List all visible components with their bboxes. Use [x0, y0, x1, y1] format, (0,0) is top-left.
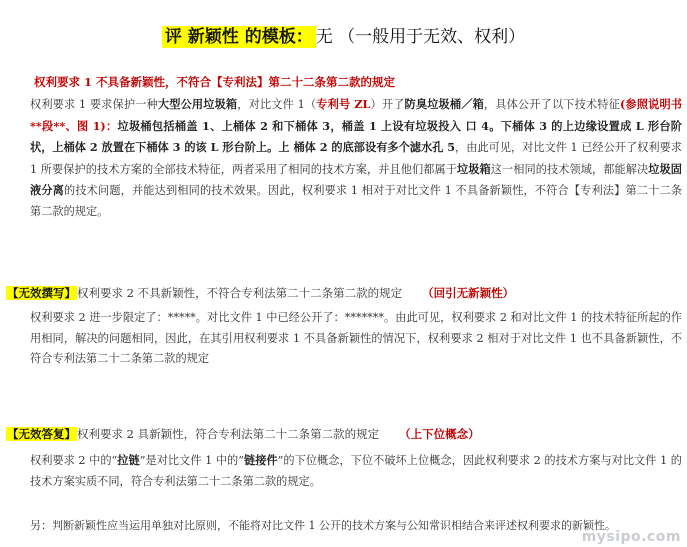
- watermark-logo: mysipo.com: [581, 529, 681, 545]
- footer-note: 另：判断新颖性应当运用单独对比原则，不能将对比文件 1 公开的技术方案与公知常识相结合来评述权利要求的新颖性。: [30, 519, 616, 532]
- s3-term: 拉链: [117, 453, 140, 467]
- section3-heading: [6, 426, 480, 442]
- s1-text: 这一相同的技术领域，都能解决: [490, 162, 649, 176]
- section2-title: 权利要求 2 不具新颖性，不符合专利法第二十二条第二款的规定: [77, 286, 403, 300]
- s1-bold: 防臭垃圾桶／箱: [404, 97, 484, 111]
- section3-title: 权利要求 2 具新颖性，符合专利法第二十二条第二款的规定: [77, 427, 380, 441]
- s1-text: ，对比文件 1（: [237, 98, 317, 111]
- section2-heading: [6, 285, 514, 301]
- s3-text: 权利要求 2 中的“: [30, 454, 118, 467]
- section1-heading: 权利要求 1 不具备新颖性，不符合【专利法】第二十二条第二款的规定: [34, 75, 396, 89]
- s1-text: ，由此可见，对比文件 1 已经公开了权利要求 1 所要保护的技术方案的全部技术特征，两者采用了相同的技术方案，并且他们都属于: [30, 141, 682, 176]
- s1-patent-no: 专利号 ZL: [316, 97, 371, 111]
- s3-text: ”的下位概念，下位不破坏上位概念，因此权利要求 2 的技术方案与对比文件 1 的技术方案实质不同，符合专利法第二十二条第二款的规定。: [30, 454, 682, 488]
- section1-paragraph: [6, 94, 682, 222]
- s1-bold: 大型公用垃圾箱: [157, 97, 238, 111]
- s3-term: 链接件: [243, 453, 278, 467]
- s1-text: 的技术问题，并能达到相同的技术效果。因此，权利要求 1 相对于对比文件 1 不具备新颖性，不符合【专利法】第二十二条第二款的规定。: [30, 184, 682, 218]
- s1-bold: 垃圾固液分离: [30, 161, 682, 197]
- section3-note: （上下位概念）: [399, 427, 480, 441]
- section2-body: 权利要求 2 进一步限定了：*****。对比文件 1 中已经公开了：*******。由此可见，权利要求 2 和对比文件 1 的技术特征所起的作用相同，解决的问题相同，因此，在其引用权利要求 1 不具备新颖性的情况下，权利要求 2 相对于对比文件 1 也不具备新颖性，不符合专利法第二十二条第二款的规定: [30, 311, 682, 365]
- section3-tag: 【无效答复】: [7, 427, 76, 441]
- s1-reference: (参照说明书**段**、图 1)：: [30, 97, 682, 133]
- section2-paragraph: [6, 308, 682, 370]
- section3-paragraph: [6, 450, 682, 492]
- section2-tag: 【无效撰写】: [7, 286, 76, 300]
- title-suffix: 无 （一般用于无效、权利）: [315, 27, 526, 47]
- title-highlight: 评 新颖性 的模板：: [162, 26, 316, 48]
- s3-text: ”是对比文件 1 中的“: [139, 454, 244, 467]
- s1-features: 垃圾桶包括桶盖 1、上桶体 2 和下桶体 3，桶盖 1 上设有垃圾投入 口 4。下桶体 3 的上边缘设置成 L 形台阶状，上桶体 2 放置在下桶体 3 的该 L 形台阶上。上 桶体 2 的底部设有多个滤水孔 5: [30, 118, 682, 154]
- section2-note: （回引无新颖性）: [422, 286, 515, 300]
- page-title: [0, 22, 687, 47]
- s1-bold: 垃圾箱: [457, 161, 491, 176]
- s1-text: ，具体公开了以下技术特征: [483, 98, 620, 111]
- s1-text: ）开了: [370, 98, 405, 111]
- s1-text: 权利要求 1 要求保护一种: [30, 98, 158, 111]
